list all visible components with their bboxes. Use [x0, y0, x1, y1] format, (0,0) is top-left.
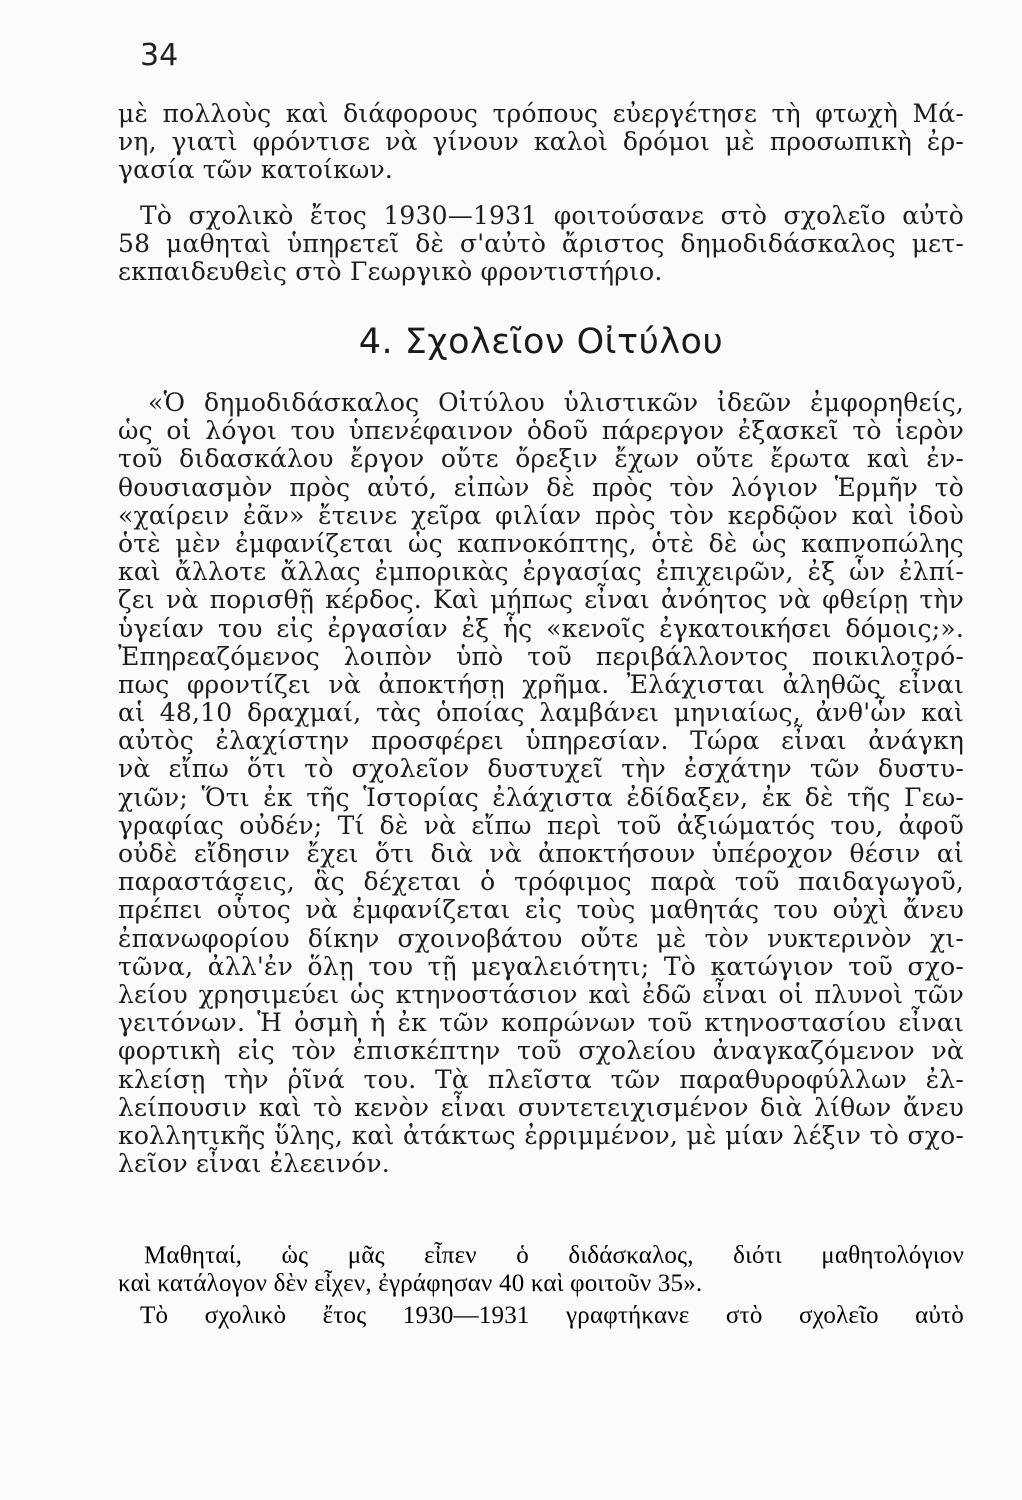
- text-line: Μαθηταί, ὡς μᾶς εἶπεν ὁ διδάσκαλος, διότι μαθητολόγιον: [144, 1242, 964, 1269]
- text-line: ὁτὲ μὲν ἐμφανίζεται ὡς καπνοκόπτης, ὁτὲ δὲ ὡς καπνοπώλης: [118, 528, 964, 558]
- text-line: καὶ κατάλογον δὲν εἶχεν, ἐγράφησαν 40 καὶ φοιτοῦν 35».: [118, 1270, 703, 1298]
- text-line: ὑγείαν του εἰς ἐργασίαν ἐξ ἧς «κενοῖς ἐγκατοικήσει δόμοις;».: [118, 613, 964, 643]
- text-line: «Ὁ δημοδιδάσκαλος Οἰτύλου ὑλιστικῶν ἰδεῶν ἐμφορηθείς,: [148, 388, 964, 417]
- text-line: οὐδὲ εἴδησιν ἔχει ὅτι διὰ νὰ ἀποκτήσουν ὑπέροχον θέσιν αἱ: [118, 839, 964, 868]
- text-line: λείπουσιν καὶ τὸ κενὸν εἶναι συντετειχισμένον διὰ λίθων ἄνευ: [118, 1092, 964, 1122]
- text-line: γραφίας οὐδέν; Τί δὲ νὰ εἴπω περὶ τοῦ ἀξιώματός του, ἀφοῦ: [118, 810, 964, 840]
- text-line: κλείσῃ τὴν ῥῖνά του. Τὰ πλεῖστα τῶν παραθυροφύλλων ἐλ-: [118, 1064, 964, 1094]
- text-line: μὲ πολλοὺς καὶ διάφορους τρόπους εὐεργέτησε τὴ φτωχὴ Μά-: [118, 99, 964, 128]
- section-heading: 4. Σχολεῖον Οἰτύλου: [358, 322, 724, 362]
- quoted-report: [118, 389, 964, 1178]
- text-line: ζει νὰ πορισθῇ κέρδος. Καὶ μήπως εἶναι ἀνόητος νὰ φθείρῃ τὴν: [118, 585, 964, 615]
- text-line: πως φροντίζει νὰ ἀποκτήσῃ χρῆμα. Ἐλάχισται ἀληθῶς εἶναι: [118, 669, 964, 699]
- text-line: τοῦ διδασκάλου ἔργον οὔτε ὄρεξιν ἔχων οὔτε ἔρωτα καὶ ἐν-: [118, 444, 964, 474]
- text-line: παραστάσεις, ἃς δέχεται ὁ τρόφιμος παρὰ τοῦ παιδαγωγοῦ,: [118, 867, 964, 897]
- text-line: εκπαιδευθεὶς στὸ Γεωργικὸ φροντιστήριο.: [118, 257, 663, 287]
- text-line: καὶ ἄλλοτε ἄλλας ἐμπορικὰς ἐργασίας ἐπιχειρῶν, ἐξ ὧν ἐλπί-: [118, 557, 964, 587]
- paragraph-1: [118, 100, 964, 185]
- text-line: λείου χρησιμεύει ὡς κτηνοστάσιον καὶ ἐδῶ εἶναι οἱ πλυνοὶ τῶν: [118, 979, 964, 1009]
- text-line: 58 μαθηταὶ ὑπηρετεῖ δὲ σ'αὐτὸ ἄριστος δημοδιδάσκαλος μετ-: [118, 229, 964, 259]
- text-line: γειτόνων. Ἡ ὀσμὴ ἡ ἐκ τῶν κοπρώνων τοῦ κτηνοστασίου εἶναι: [118, 1008, 964, 1038]
- page-number: 34: [140, 38, 179, 73]
- text-line: φορτικὴ εἰς τὸν ἐπισκέπτην τοῦ σχολείου ἀναγκαζόμενον νὰ: [118, 1036, 964, 1066]
- text-line: πρέπει οὗτος νὰ ἐμφανίζεται εἰς τοὺς μαθητάς του οὐχὶ ἄνευ: [118, 895, 964, 925]
- paragraph-2: [118, 202, 964, 287]
- text-line: νὰ εἴπω ὅτι τὸ σχολεῖον δυστυχεῖ τὴν ἐσχάτην τῶν δυστυ-: [118, 754, 964, 784]
- text-line: γασία τῶν κατοίκων.: [118, 155, 394, 185]
- text-line: ὡς οἱ λόγοι του ὑπενέφαινον ὁδοῦ πάρεργον ἐξασκεῖ τὸ ἱερὸν: [118, 416, 964, 446]
- text-line: λεῖον εἶναι ἐλεεινόν.: [118, 1149, 390, 1179]
- text-line: νη, γιατὶ φρόντισε νὰ γίνουν καλοὶ δρόμοι μὲ προσωπικὴ ἐρ-: [118, 127, 964, 157]
- text-line: Τὸ σχολικὸ ἔτος 1930—1931 γραφτήκανε στὸ σχολεῖο αὐτὸ: [140, 1302, 964, 1329]
- text-line: «χαίρειν ἐᾶν» ἔτεινε χεῖρα φιλίαν πρὸς τὸν κερδῷον καὶ ἰδοὺ: [118, 500, 964, 530]
- text-line: αἱ 48,10 δραχμαί, τὰς ὁποίας λαμβάνει μηνιαίως, ἀνθ'ὧν καὶ: [118, 698, 964, 728]
- text-line: τῶνα, ἀλλ'ἐν ὅλῃ του τῇ μεγαλειότητι; Τὸ κατώγιον τοῦ σχο-: [118, 951, 964, 981]
- text-line: Τὸ σχολικὸ ἔτος 1930—1931 φοιτούσανε στὸ σχολεῖο αὐτὸ: [140, 201, 964, 230]
- text-line: ἐπανωφορίου δίκην σχοινοβάτου οὔτε μὲ τὸν νυκτερινὸν χι-: [118, 923, 964, 953]
- students-enrollment-paragraph: [118, 1242, 964, 1298]
- text-line: θουσιασμὸν πρὸς αὐτό, εἰπὼν δὲ πρὸς τὸν λόγιον Ἑρμῆν τὸ: [118, 472, 964, 502]
- text-line: χιῶν; Ὅτι ἐκ τῆς Ἱστορίας ἐλάχιστα ἐδίδαξεν, ἐκ δὲ τῆς Γεω-: [118, 782, 964, 812]
- text-line: Ἐπηρεαζόμενος λοιπὸν ὑπὸ τοῦ περιβάλλοντος ποικιλοτρό-: [118, 641, 964, 671]
- closing-paragraph: [118, 1302, 964, 1330]
- text-line: αὐτὸς ἐλαχίστην προσφέρει ὑπηρεσίαν. Τώρα εἶναι ἀνάγκη: [118, 726, 964, 756]
- text-line: κολλητικῆς ὕλης, καὶ ἀτάκτως ἐρριμμένον, μὲ μίαν λέξιν τὸ σχο-: [118, 1120, 964, 1150]
